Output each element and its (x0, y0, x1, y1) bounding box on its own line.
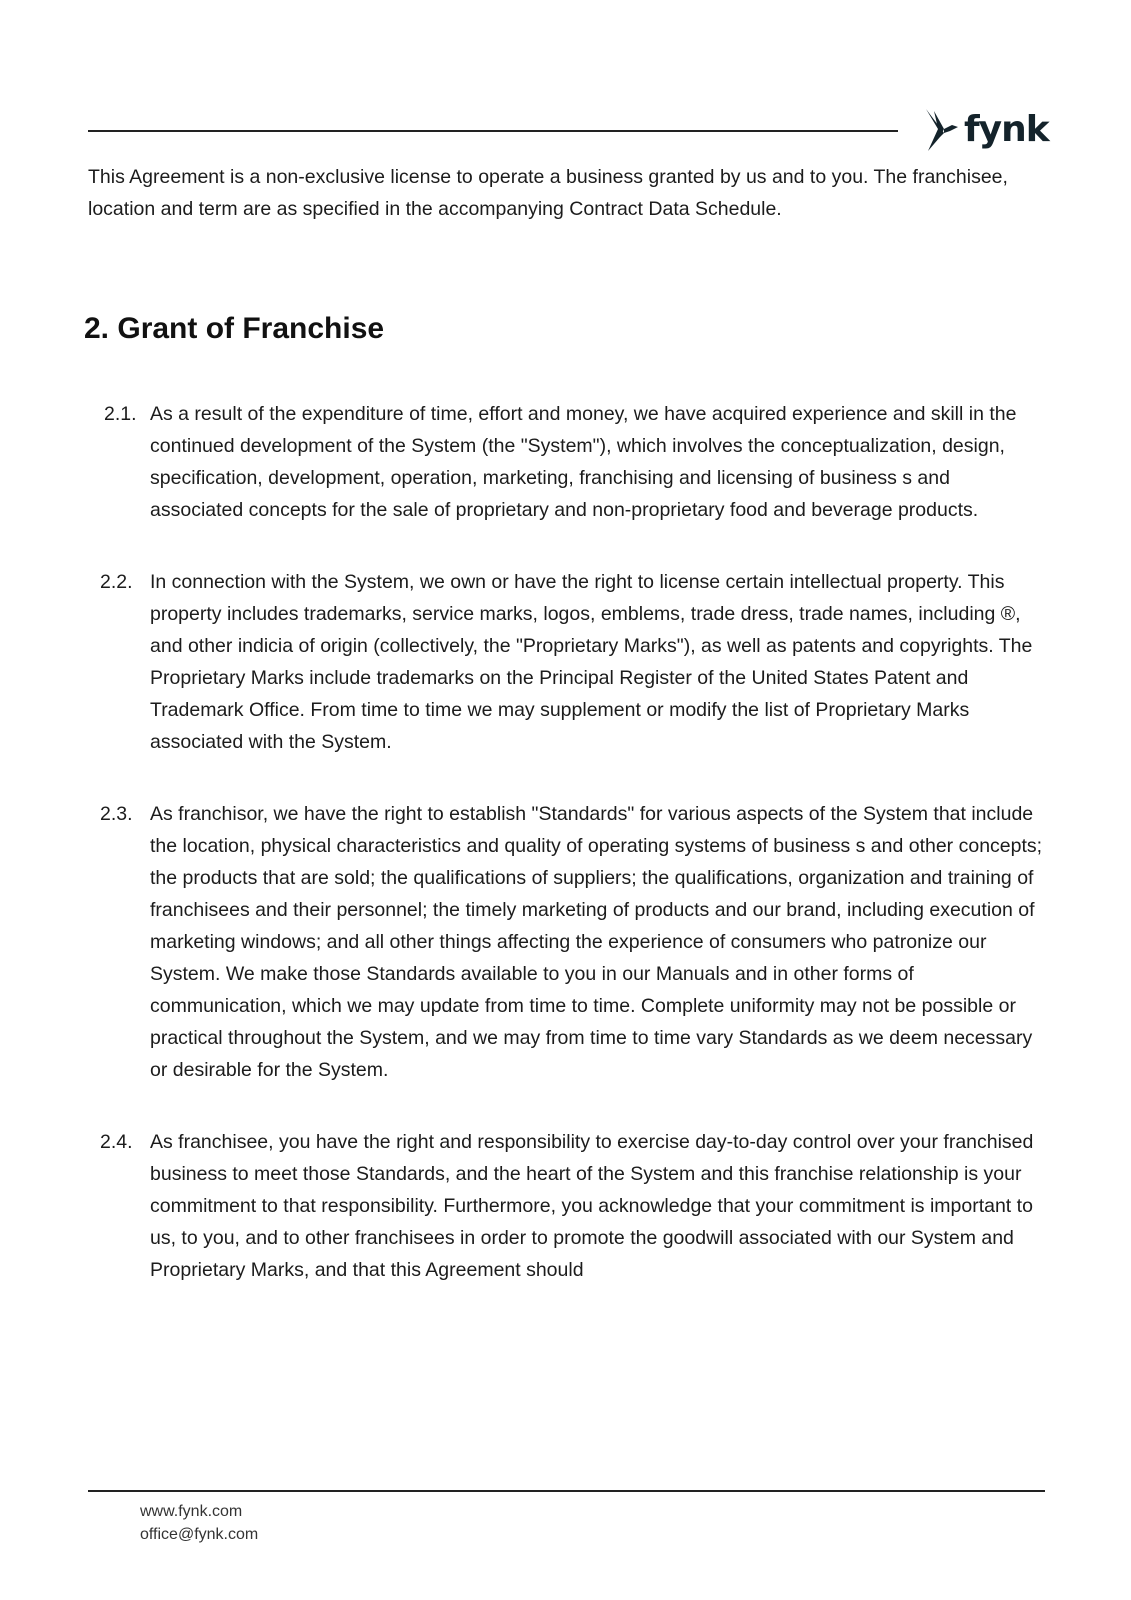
clause-item (100, 398, 1045, 526)
footer-contact (140, 1500, 258, 1546)
clause-text: As franchisee, you have the right and responsibility to exercise day-to-day control over your franchised business to meet those Standards, and the heart of the System and this franchise relationship is your commitment to that responsibility. Furthermore, you acknowledge that your commitment is important to us, to you, and to other franchisees in order to promote the goodwill associated with our System and Proprietary Marks, and that this Agreement should (150, 1131, 1034, 1281)
header-divider (88, 130, 898, 132)
clause-item (100, 1126, 1045, 1286)
clause-number: 2.3. (100, 803, 133, 825)
clause-number: 2.4. (100, 1131, 133, 1153)
intro-paragraph: This Agreement is a non-exclusive license to operate a business granted by us and to you. The franchisee, location and term are as specified in the accompanying Contract Data Schedule. (88, 166, 1008, 220)
footer-website-link[interactable]: www.fynk.com (140, 1503, 243, 1520)
clause-number: 2.1. (104, 403, 137, 425)
footer-email-link[interactable]: office@fynk.com (140, 1526, 259, 1543)
clause-number: 2.2. (100, 571, 133, 593)
clause-item (100, 566, 1045, 758)
section-title: 2. Grant of Franchise (84, 312, 385, 345)
clause-text: As franchisor, we have the right to establish "Standards" for various aspects of the System that include the location, physical characteristics and quality of operating systems of business s and other concepts; the products that are sold; the qualifications of suppliers; the qualifications, organization and training of franchisees and their personnel; the timely marketing of products and our brand, including execution of marketing windows; and all other things affecting the experience of consumers who patronize our System. We make those Standards available to you in our Manuals and in other forms of communication, which we may update from time to time. Complete uniformity may not be possible or practical throughout the System, and we may from time to time vary Standards as we deem necessary or desirable for the System. (150, 803, 1043, 1081)
brand-logo (924, 104, 1049, 156)
logo-wordmark: fynk (964, 109, 1049, 150)
clause-item (100, 798, 1045, 1086)
footer-divider (88, 1490, 1045, 1492)
clause-text: In connection with the System, we own or have the right to license certain intellectual property. This property includes trademarks, service marks, logos, emblems, trade dress, trade names, including ®, and other indicia of origin (collectively, the "Proprietary Marks"), as well as patents and copyrights. The Proprietary Marks include trademarks on the Principal Register of the United States Patent and Trademark Office. From time to time we may supplement or modify the list of Proprietary Marks associated with the System. (150, 571, 1033, 753)
clause-list (100, 398, 1045, 1326)
clause-text: As a result of the expenditure of time, effort and money, we have acquired experience and skill in the continued development of the System (the "System"), which involves the conceptualization, design, specification, development, operation, marketing, franchising and licensing of business s and associated concepts for the sale of proprietary and non-proprietary food and beverage products. (150, 403, 1017, 521)
fynk-bird-logo-icon (924, 107, 958, 153)
